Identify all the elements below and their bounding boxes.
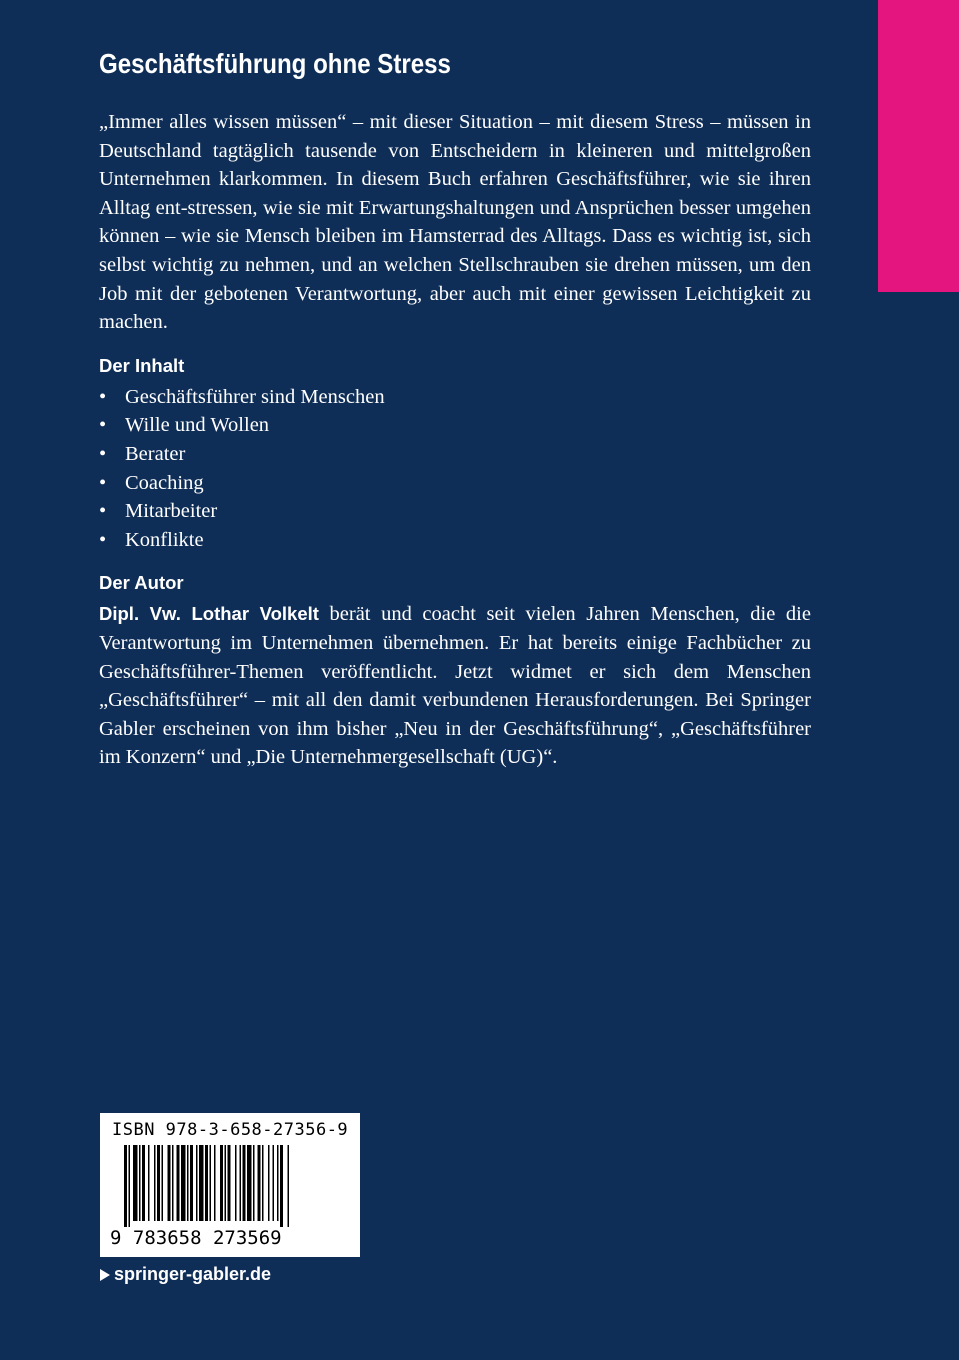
barcode-bar (196, 1145, 198, 1221)
bullet-icon: • (99, 500, 107, 523)
bullet-icon: • (99, 471, 107, 494)
book-title: Geschäftsführung ohne Stress (99, 48, 451, 79)
contents-list (99, 383, 811, 555)
bullet-icon: • (99, 528, 107, 551)
isbn-label: ISBN 978-3-658-27356-9 (112, 1120, 349, 1140)
accent-bar (878, 0, 959, 292)
barcode-bar (253, 1145, 255, 1221)
list-item (99, 411, 811, 440)
list-item (99, 526, 811, 555)
list-item-label: Wille und Wollen (125, 414, 270, 437)
publisher-website-link[interactable] (100, 1262, 271, 1286)
list-item-label: Coaching (125, 471, 204, 494)
isbn-barcode (100, 1113, 360, 1257)
barcode-bar (220, 1145, 223, 1221)
author-bio: berät und coacht seit vielen Jahren Menschen, die die Verantwortung im Unternehmen übernehmen. Er hat bereits einige Fachbücher zu Geschäftsführer-Themen veröffentlicht. Jetzt widmet er sich dem Menschen „Geschäftsführer“ – mit all den damit verbundenen Herausforderungen. Bei Springer Gabler erscheinen von ihm bisher „Neu in der Geschäftsführung“, „Geschäftsführer im Konzern“ und „Die Unternehmergesellschaft (UG)“. (99, 603, 811, 769)
bullet-icon: • (99, 385, 107, 408)
bullet-icon: • (99, 442, 107, 465)
list-item-label: Berater (125, 442, 186, 465)
barcode-bar (177, 1145, 180, 1221)
barcode-bar (181, 1145, 186, 1221)
barcode-bar (228, 1145, 231, 1221)
barcode-bar (225, 1145, 227, 1221)
barcode-bar (148, 1145, 150, 1221)
barcode-bar (190, 1145, 193, 1221)
barcode-bar (214, 1145, 216, 1221)
barcode-bar (133, 1145, 138, 1221)
barcode-bar (154, 1145, 156, 1221)
barcode-bar (142, 1145, 145, 1221)
list-item (99, 469, 811, 498)
author-heading: Der Autor (99, 572, 184, 594)
barcode-bar (258, 1145, 261, 1221)
list-item-label: Geschäftsführer sind Menschen (125, 385, 385, 408)
barcode-bar (139, 1145, 141, 1221)
list-item (99, 497, 811, 526)
author-bio-paragraph (99, 600, 811, 772)
barcode-bar (210, 1145, 212, 1221)
author-name: Dipl. Vw. Lothar Volkelt (99, 603, 319, 625)
barcode-bar (129, 1145, 131, 1227)
barcode-bar (162, 1145, 164, 1221)
list-item (99, 383, 811, 412)
publisher-url: springer-gabler.de (114, 1264, 272, 1284)
barcode-bar (243, 1145, 246, 1221)
barcode-bar (199, 1145, 204, 1221)
list-item-label: Mitarbeiter (125, 500, 218, 523)
barcode-bar (157, 1145, 160, 1221)
arrow-right-icon (100, 1269, 110, 1281)
barcode-digits: 9 783658 273569 (110, 1227, 282, 1249)
barcode-bar (277, 1145, 279, 1221)
barcode-bar (247, 1145, 252, 1221)
back-cover-content (99, 44, 811, 772)
barcode-bar (262, 1145, 264, 1221)
book-blurb: „Immer alles wissen müssen“ – mit dieser Situation – mit diesem Stress – müssen in Deutschland tagtäglich tausende von Entscheidern in kleineren und mittelgroßen Unternehmen klarkommen. In diesem Buch erfahren Geschäftsführer, wie sie ihren Alltag ent-stressen, wie sie mit Erwartungshaltungen und Ansprüchen besser umgehen können – wie sie Mensch bleiben im Hamsterrad des Alltags. Dass es wichtig ist, sich selbst wichtig zu nehmen, und an welchen Stellschrauben sie drehen müssen, um den Job mit der gebotenen Verantwortung, aber auch mit einer gewissen Leichtigkeit zu machen. (99, 111, 811, 334)
barcode-bar (205, 1145, 208, 1221)
barcode-bar (172, 1145, 174, 1221)
barcode-bar (273, 1145, 275, 1221)
barcode-bar (124, 1145, 127, 1227)
barcode-bars (110, 1145, 350, 1227)
bullet-icon: • (99, 414, 107, 437)
barcode-bar (187, 1145, 189, 1221)
barcode-bar (288, 1145, 290, 1227)
barcode-bar (268, 1145, 270, 1221)
list-item (99, 440, 811, 469)
barcode-bar (280, 1145, 283, 1227)
barcode-bar (235, 1145, 237, 1221)
barcode-bar (168, 1145, 171, 1221)
contents-heading: Der Inhalt (99, 354, 185, 376)
barcode-bar (240, 1145, 242, 1221)
list-item-label: Konflikte (125, 528, 204, 551)
